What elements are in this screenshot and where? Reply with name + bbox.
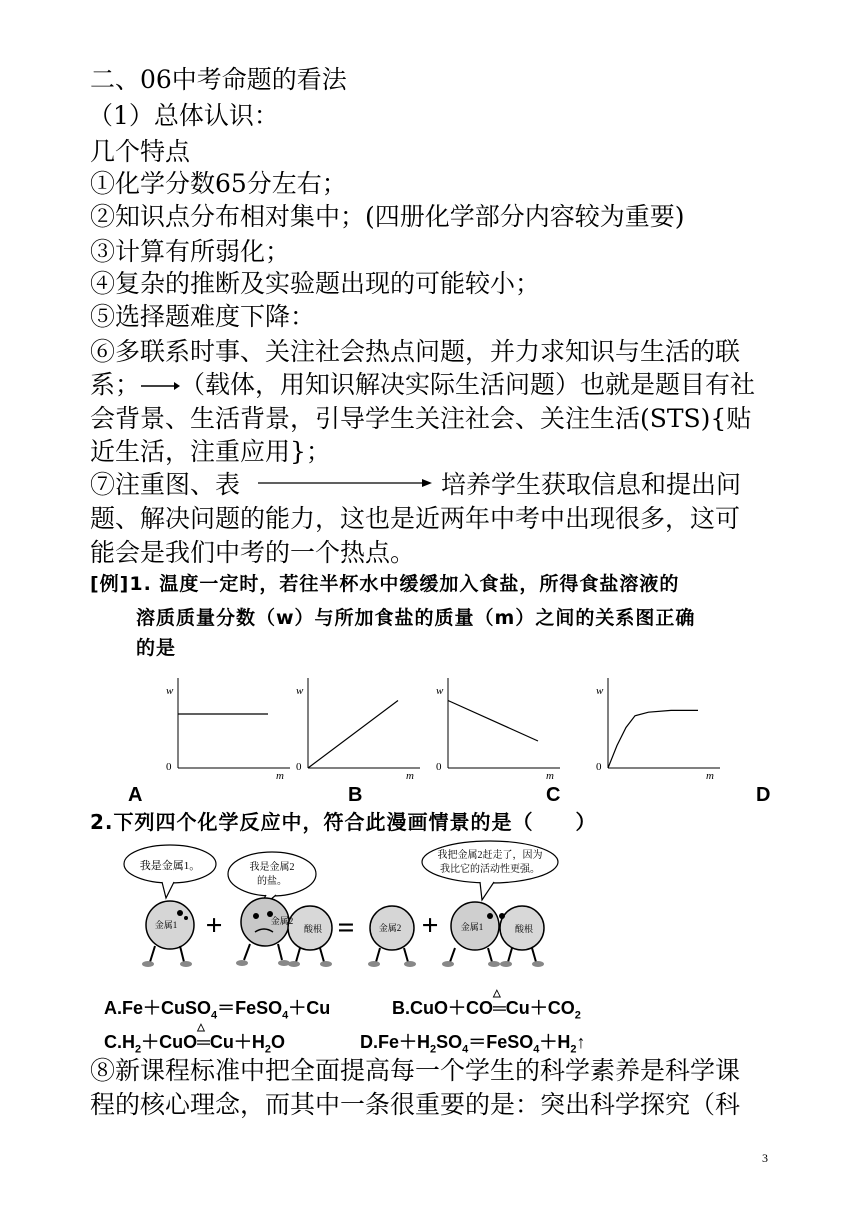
x-axis-label: m: [546, 770, 554, 782]
plus-sign-1: +: [205, 909, 223, 942]
series-line: [448, 701, 538, 742]
option-b: B.CuO＋CO △ $═Cu+CO_2$: [392, 988, 581, 1022]
point-5: ⑤选择题难度下降：: [90, 302, 316, 331]
speech-bubble-3: [422, 841, 558, 883]
metal-2b-label: 金属2: [378, 923, 402, 933]
long-arrow-icon: [258, 476, 432, 490]
subheading: （1）总体认识：: [88, 101, 279, 130]
point-7-line-2: 题、解决问题的能力，这也是近两年中考中出现很多，这可: [90, 504, 741, 533]
origin-label: 0: [166, 761, 172, 773]
origin-label: 0: [596, 761, 602, 773]
chart-label-d: D: [756, 784, 771, 806]
charts-row: [160, 670, 750, 782]
chart-b: [296, 678, 420, 782]
cartoon-illustration: [110, 840, 770, 975]
x-axis-label: m: [276, 770, 284, 782]
chart-label-b: B: [348, 784, 363, 806]
bubble-3-text-2: 我比它的活动性更强。: [440, 864, 540, 875]
point-6-line-2-a: 系；: [90, 370, 141, 399]
example-1-line-1: [例]1. 温度一定时，若往半杯水中缓缓加入食盐，所得食盐溶液的: [90, 573, 680, 595]
point-7-line-3: 能会是我们中考的一个热点。: [90, 538, 416, 567]
metal-1b-label: 金属1: [460, 922, 484, 932]
y-axis-label: w: [296, 685, 304, 697]
arrow-icon: [140, 377, 180, 397]
acid-root-label: 酸根: [303, 924, 323, 934]
point-1: ①化学分数65分左右；: [90, 169, 347, 198]
chart-label-c: C: [546, 784, 561, 806]
bubble-3-text-1: 我把金属2赶走了，因为: [437, 850, 543, 861]
x-axis-label: m: [406, 770, 414, 782]
option-c: $C.H_2+CuO$ △ $═Cu+H_2O$: [104, 1022, 286, 1056]
chart-label-a: A: [128, 784, 143, 806]
example-1-line-2: 溶质质量分数（w）与所加食盐的质量（m）之间的关系图正确: [136, 607, 696, 629]
series-line: [308, 701, 398, 769]
point-6-line-1: ⑥多联系时事、关注社会热点问题，并力求知识与生活的联: [90, 337, 741, 366]
origin-label: 0: [296, 761, 302, 773]
metal-1-salt-balls: [442, 902, 544, 967]
point-8-line-2: 程的核心理念，而其中一条很重要的是：突出科学探究（科: [90, 1090, 741, 1119]
y-axis-label: w: [166, 685, 174, 697]
section-heading: 二、06中考命题的看法: [90, 65, 347, 94]
chart-d: [596, 678, 720, 782]
y-axis-label: w: [596, 685, 604, 697]
bubble-2-text-2: 的盐。: [257, 876, 287, 887]
x-axis-label: m: [706, 770, 714, 782]
option-d: $D.Fe+H_2SO_4=FeSO_4+H_2↑$: [360, 1032, 586, 1056]
acid-root-b-label: 酸根: [514, 924, 534, 934]
example-1-line-3: 的是: [136, 637, 177, 659]
point-4: ④复杂的推断及实验题出现的可能较小；: [90, 269, 541, 298]
point-8-line-1: ⑧新课程标准中把全面提高每一个学生的科学素养是科学课: [90, 1056, 741, 1085]
metal-1-label: 金属1: [154, 920, 178, 930]
origin-label: 0: [436, 761, 442, 773]
metal-2-ball: [368, 906, 416, 967]
plus-sign-2: +: [421, 909, 439, 942]
y-axis-label: w: [436, 685, 444, 697]
option-a: A.Fe＋CuSO$_4$＝FeSO$_4$＋Cu: [104, 998, 331, 1022]
equals-sign: =: [337, 911, 355, 944]
bubble-2-text-1: 我是金属2: [249, 862, 295, 873]
metal-2-label: 金属2: [270, 916, 294, 926]
point-3: ③计算有所弱化；: [90, 237, 291, 266]
point-2: ②知识点分布相对集中；(四册化学部分内容较为重要): [90, 202, 685, 231]
point-7-line-1-a: ⑦注重图、表: [90, 470, 241, 499]
series-line: [608, 710, 698, 768]
features-title: 几个特点: [90, 137, 191, 166]
chart-a: [166, 678, 290, 782]
chart-c: [436, 678, 560, 782]
point-6-line-2-b: （载体，用知识解决实际生活问题）也就是题目有社: [180, 370, 756, 399]
bubble-1-text: 我是金属1。: [139, 860, 201, 872]
point-6-line-2: [90, 369, 755, 401]
point-6-line-3: 会背景、生活背景，引导学生关注社会、关注生活(STS){贴: [90, 404, 752, 433]
point-7-line-1-b: 培养学生获取信息和提出问: [441, 470, 742, 499]
point-6-line-4: 近生活，注重应用}；: [90, 437, 331, 466]
point-7-line-1: [90, 469, 240, 501]
page-number: 3: [762, 1151, 768, 1165]
example-2-question: 2.下列四个化学反应中，符合此漫画情景的是（ ）: [90, 810, 597, 834]
metal-1-ball: [142, 901, 194, 967]
speech-bubble-2: [228, 852, 316, 896]
